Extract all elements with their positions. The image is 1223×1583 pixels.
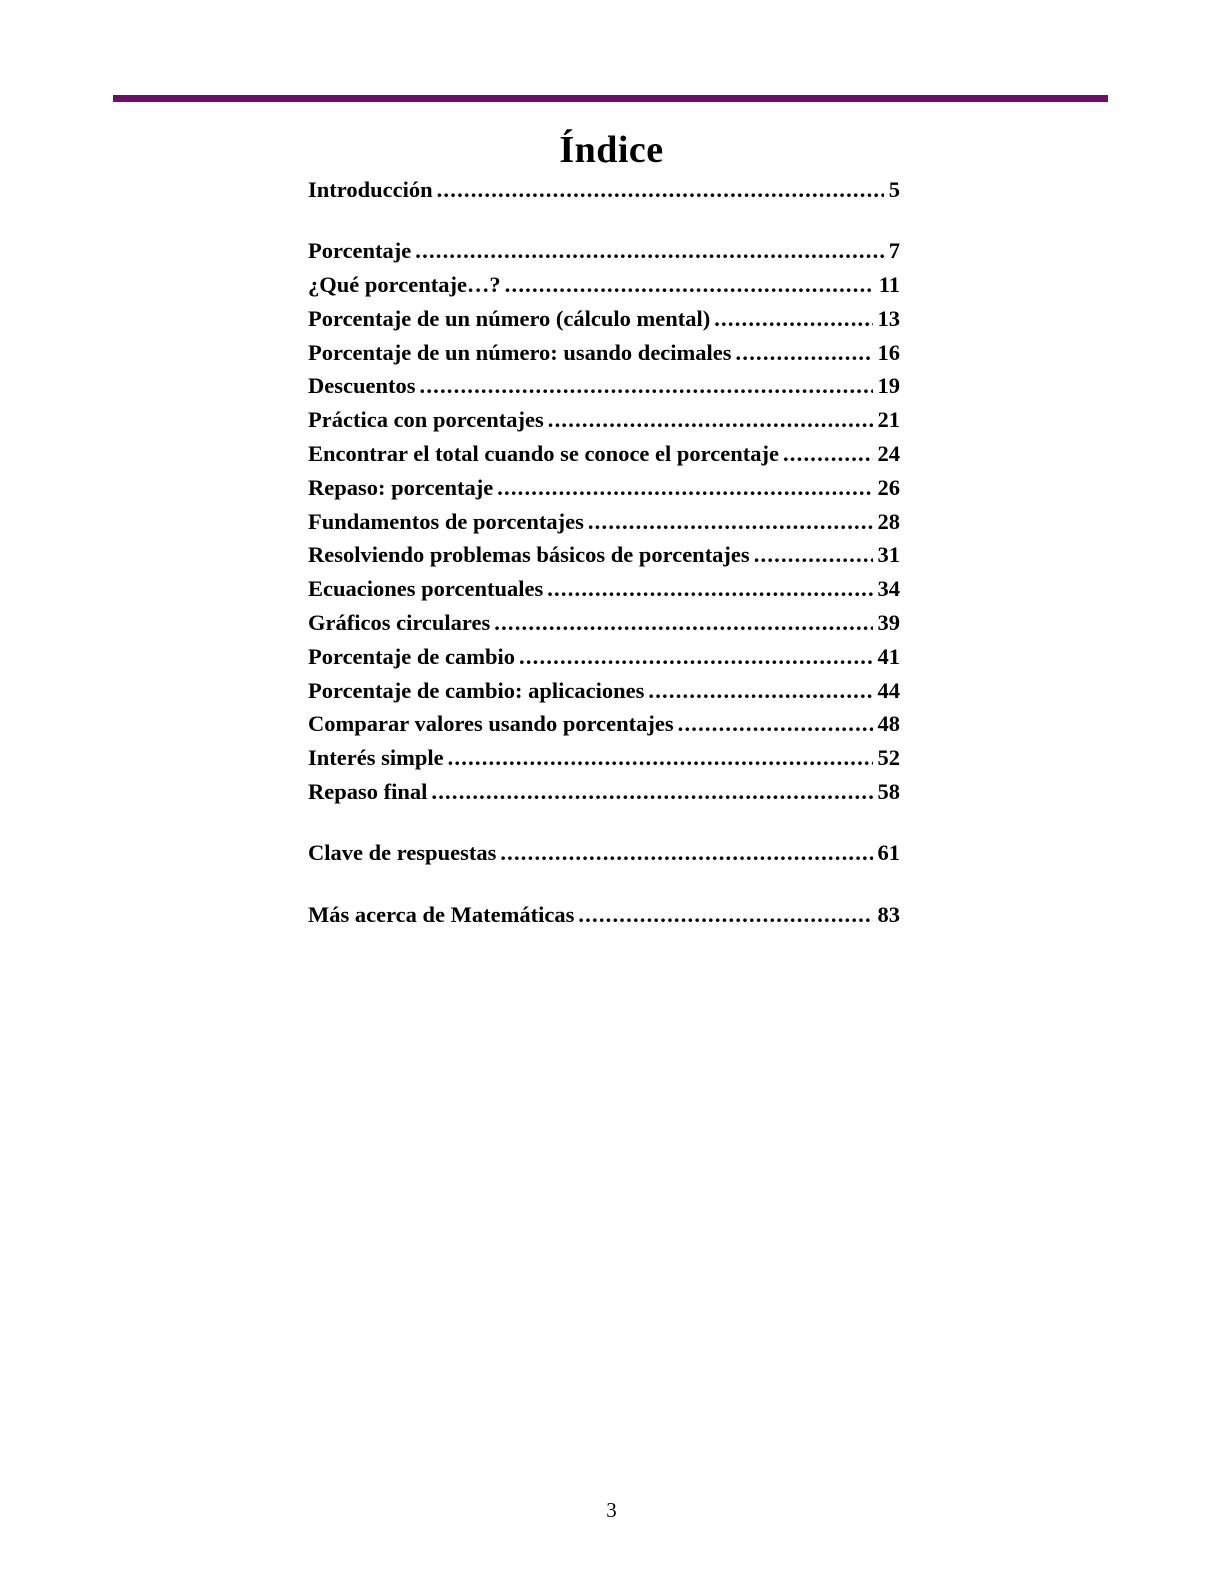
toc-leader-dots bbox=[519, 644, 872, 670]
toc-entry-label: Práctica con porcentajes bbox=[308, 407, 544, 433]
toc-entry bbox=[308, 902, 900, 936]
toc-entry-label: Clave de respuestas bbox=[308, 840, 497, 866]
toc-entry bbox=[308, 644, 900, 678]
toc-entry bbox=[308, 678, 900, 712]
toc-leader-dots bbox=[736, 340, 873, 366]
section-gap bbox=[308, 874, 900, 902]
toc-leader-dots bbox=[588, 509, 873, 535]
toc-leader-dots bbox=[678, 711, 873, 737]
toc-entry bbox=[308, 441, 900, 475]
section-gap bbox=[308, 813, 900, 841]
toc-entry bbox=[308, 340, 900, 374]
toc-leader-dots bbox=[437, 177, 884, 203]
toc-entry-page: 39 bbox=[877, 610, 900, 636]
toc-leader-dots bbox=[494, 610, 872, 636]
toc-entry bbox=[308, 177, 900, 211]
toc-entry bbox=[308, 745, 900, 779]
toc-entry-page: 21 bbox=[877, 407, 900, 433]
toc-entry-page: 58 bbox=[877, 779, 900, 805]
toc-entry-label: Repaso final bbox=[308, 779, 428, 805]
toc-entry-label: Fundamentos de porcentajes bbox=[308, 508, 584, 534]
toc-entry-page: 34 bbox=[877, 576, 900, 602]
toc-entry-page: 13 bbox=[877, 305, 900, 331]
table-of-contents bbox=[308, 177, 900, 935]
toc-entry-page: 44 bbox=[877, 677, 900, 703]
toc-entry-page: 48 bbox=[877, 711, 900, 737]
toc-entry-label: Gráficos circulares bbox=[308, 610, 491, 636]
section-gap bbox=[308, 211, 900, 239]
toc-entry-page: 24 bbox=[877, 441, 900, 467]
toc-entry-label: ¿Qué porcentaje…? bbox=[308, 272, 501, 298]
toc-entry-page: 11 bbox=[878, 272, 900, 298]
toc-entry bbox=[308, 610, 900, 644]
toc-leader-dots bbox=[500, 840, 872, 866]
toc-entry-page: 26 bbox=[877, 474, 900, 500]
toc-leader-dots bbox=[714, 306, 872, 332]
toc-entry-page: 31 bbox=[877, 542, 900, 568]
toc-entry bbox=[308, 779, 900, 813]
toc-leader-dots bbox=[431, 779, 872, 805]
toc-entry-label: Porcentaje de cambio bbox=[308, 643, 516, 669]
toc-entry-page: 19 bbox=[877, 373, 900, 399]
toc-entry-page: 41 bbox=[877, 643, 900, 669]
toc-leader-dots bbox=[415, 238, 883, 264]
toc-entry-label: Descuentos bbox=[308, 373, 416, 399]
toc-entry-label: Porcentaje bbox=[308, 238, 412, 264]
toc-entry-page: 83 bbox=[877, 901, 900, 927]
toc-entry-label: Porcentaje de un número (cálculo mental) bbox=[308, 305, 711, 331]
toc-entry-label: Porcentaje de un número: usando decimales bbox=[308, 339, 732, 365]
toc-entry-page: 16 bbox=[877, 339, 900, 365]
toc-entry-label: Resolviendo problemas básicos de porcentajes bbox=[308, 542, 750, 568]
toc-leader-dots bbox=[648, 678, 872, 704]
toc-entry bbox=[308, 840, 900, 874]
toc-leader-dots bbox=[548, 407, 873, 433]
toc-entry bbox=[308, 373, 900, 407]
toc-entry bbox=[308, 238, 900, 272]
toc-entry bbox=[308, 407, 900, 441]
toc-entry-page: 61 bbox=[877, 840, 900, 866]
toc-leader-dots bbox=[578, 902, 872, 928]
toc-leader-dots bbox=[505, 272, 874, 298]
footer-page-number: 3 bbox=[606, 1498, 617, 1522]
toc-entry-page: 28 bbox=[877, 508, 900, 534]
toc-entry-page: 52 bbox=[877, 745, 900, 771]
top-divider-rule bbox=[113, 95, 1108, 102]
toc-entry-label: Porcentaje de cambio: aplicaciones bbox=[308, 677, 645, 703]
page-title: Índice bbox=[559, 129, 664, 172]
toc-entry-label: Repaso: porcentaje bbox=[308, 474, 494, 500]
toc-entry-label: Introducción bbox=[308, 177, 433, 202]
toc-entry-label: Comparar valores usando porcentajes bbox=[308, 711, 674, 737]
toc-entry bbox=[308, 576, 900, 610]
toc-entry bbox=[308, 475, 900, 509]
toc-leader-dots bbox=[448, 745, 873, 771]
toc-leader-dots bbox=[420, 373, 873, 399]
toc-entry bbox=[308, 711, 900, 745]
toc-entry-label: Encontrar el total cuando se conoce el porcentaje bbox=[308, 441, 779, 467]
toc-entry-page: 7 bbox=[888, 238, 900, 264]
toc-entry bbox=[308, 542, 900, 576]
toc-entry bbox=[308, 509, 900, 543]
toc-leader-dots bbox=[547, 576, 872, 602]
toc-leader-dots bbox=[754, 542, 873, 568]
toc-entry bbox=[308, 306, 900, 340]
toc-entry-label: Más acerca de Matemáticas bbox=[308, 901, 575, 927]
toc-entry-label: Interés simple bbox=[308, 745, 444, 771]
toc-leader-dots bbox=[783, 441, 873, 467]
toc-entry-page: 5 bbox=[888, 177, 900, 202]
toc-leader-dots bbox=[497, 475, 872, 501]
toc-entry bbox=[308, 272, 900, 306]
toc-entry-label: Ecuaciones porcentuales bbox=[308, 576, 544, 602]
